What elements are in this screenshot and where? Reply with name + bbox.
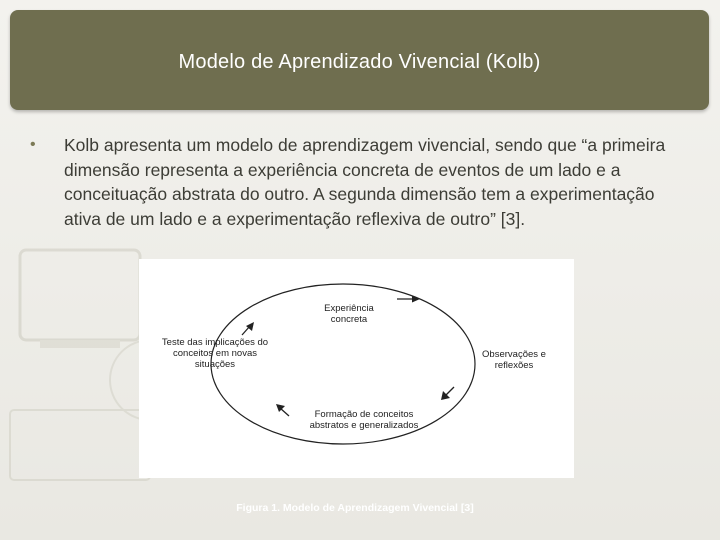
bullet-item: [30, 133, 690, 231]
figure-caption: Figura 1. Modelo de Aprendizagem Vivencial [3]: [236, 502, 474, 514]
label-concrete-experience: Experiência concreta: [324, 303, 374, 325]
label-active-experimentation: Teste das implicações do conceitos em novas situações: [161, 337, 269, 370]
label-reflective-observation: Observações e reflexões: [482, 349, 546, 371]
bullet-marker: •: [30, 136, 36, 153]
arrow-left: [242, 322, 254, 335]
bullet-text: Kolb apresenta um modelo de aprendizagem vivencial, sendo que “a primeira dimensão representa a experiência concreta de eventos de um lado e a conceituação abstrata do outro. A segunda dimensão tem a experimentação ativa de um lado e a experimentação reflexiva de outro” [3].: [64, 135, 666, 229]
kolb-cycle-figure: [139, 259, 574, 478]
title-bar: [10, 10, 709, 110]
slide-title: Modelo de Aprendizado Vivencial (Kolb): [178, 50, 541, 73]
arrow-right: [441, 387, 454, 400]
label-abstract-conceptualization: Formação de conceitos abstratos e generalizados: [309, 409, 419, 431]
arrow-top: [397, 296, 420, 303]
arrow-bottom: [276, 404, 289, 416]
